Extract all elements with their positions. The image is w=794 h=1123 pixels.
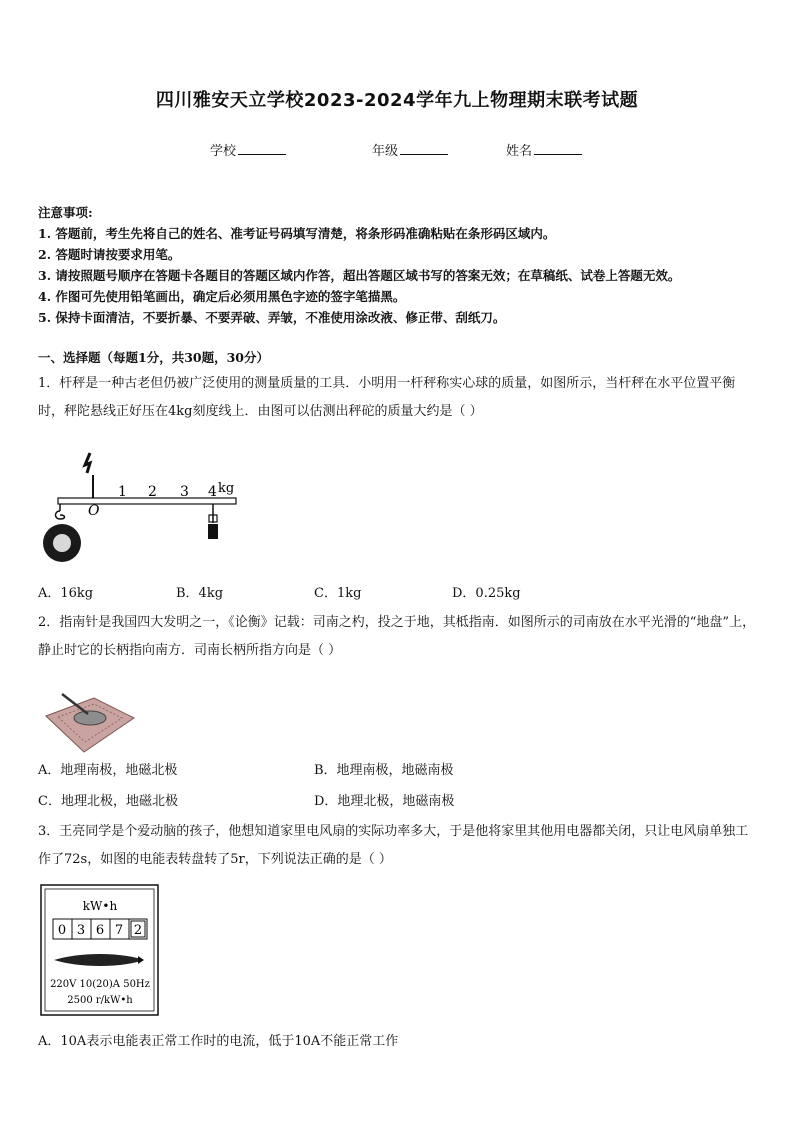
meter-digit: 7 [114,923,124,938]
notes-block [38,202,680,328]
note-item: 2. 答题时请按要求用笔。 [38,247,181,262]
q1-option-d: D．0.25kg [452,586,521,601]
hand-mark [85,453,90,473]
q2-option-c: C．地理北极，地磁北极 [38,794,178,809]
question-1-text: 1．杆秤是一种古老但仍被广泛使用的测量质量的工具．小明用一杆秤称实心球的质量，如图所示，当杆秤在水平位置平衡时，秤陀悬线正好压在4kg刻度线上．由图可以估测出秤砣的质量大约是（ ） [38,376,736,419]
meter-unit: kW•h [82,899,118,913]
q2-option-d: D．地理北极，地磁南极 [314,794,455,809]
school-field [210,140,286,159]
school-blank [238,142,286,155]
grade-blank [400,142,448,155]
note-item: 3. 请按照题号顺序在答题卡各题目的答题区域内作答，超出答题区域书写的答案无效；在草稿纸、试卷上答题无效。 [38,268,681,283]
grade-field [372,140,448,159]
energy-meter-figure [40,884,160,1017]
q2-option-b: B．地理南极，地磁南极 [314,763,454,778]
steelyard-figure [38,445,248,570]
pivot-label-o: O [88,503,100,519]
q1-option-a: A．16kg [38,586,94,601]
section-heading: 一、选择题（每题1分，共30题，30分） [38,350,269,365]
q1-option-b: B．4kg [176,586,224,601]
page-title: 四川雅安天立学校2023-2024学年九上物理期末联考试题 [155,90,639,111]
note-item: 4. 作图可先使用铅笔画出，确定后必须用黑色字迹的签字笔描黑。 [38,289,406,304]
meter-spec: 220V 10(20)A 50Hz [50,979,150,990]
school-label: 学校 [210,144,237,159]
meter-digit: 6 [95,923,105,938]
name-field [506,140,582,159]
grade-label: 年级 [372,144,399,159]
ball-highlight [53,534,71,552]
q1-option-c: C．1kg [314,586,362,601]
meter-digit: 3 [76,923,86,938]
note-item: 1. 答题前，考生先将自己的姓名、准考证号码填写清楚，将条形码准确粘贴在条形码区域内。 [38,226,556,241]
notes-heading: 注意事项: [38,205,93,220]
unit-label-kg: kg [218,481,235,496]
meter-digit: 2 [133,923,143,938]
spoon-bowl [74,711,106,725]
question-3-text: 3．王亮同学是个爱动脑的孩子，他想知道家里电风扇的实际功率多大，于是他将家里其他用电器都关闭，只让电风扇单独工作了72s，如图的电能表转盘转了5r，下列说法正确的是（ ） [38,824,749,867]
counterweight [208,524,218,539]
sinan-compass-figure [38,676,138,758]
meter-digit: 0 [57,923,67,938]
note-item: 5. 保持卡面清洁，不要折暴、不要弄破、弄皱，不准使用涂改液、修正带、刮纸刀。 [38,310,506,325]
hook [56,504,65,519]
tick-label-4: 4 [208,484,217,500]
q3-option-a: A．10A表示电能表正常工作时的电流，低于10A不能正常工作 [38,1034,399,1049]
tick-label-3: 3 [180,484,189,500]
name-blank [534,142,582,155]
tick-label-1: 1 [118,484,127,500]
tick-label-2: 2 [148,484,157,500]
question-2-text: 2．指南针是我国四大发明之一，《论衡》记载：司南之杓，投之于地，其柢指南．如图所示的司南放在水平光滑的“地盘”上，静止时它的长柄指向南方．司南长柄所指方向是（ ） [38,615,756,658]
name-label: 姓名 [506,144,533,159]
q2-option-a: A．地理南极，地磁北极 [38,763,178,778]
meter-rate: 2500 r/kW•h [67,995,133,1006]
